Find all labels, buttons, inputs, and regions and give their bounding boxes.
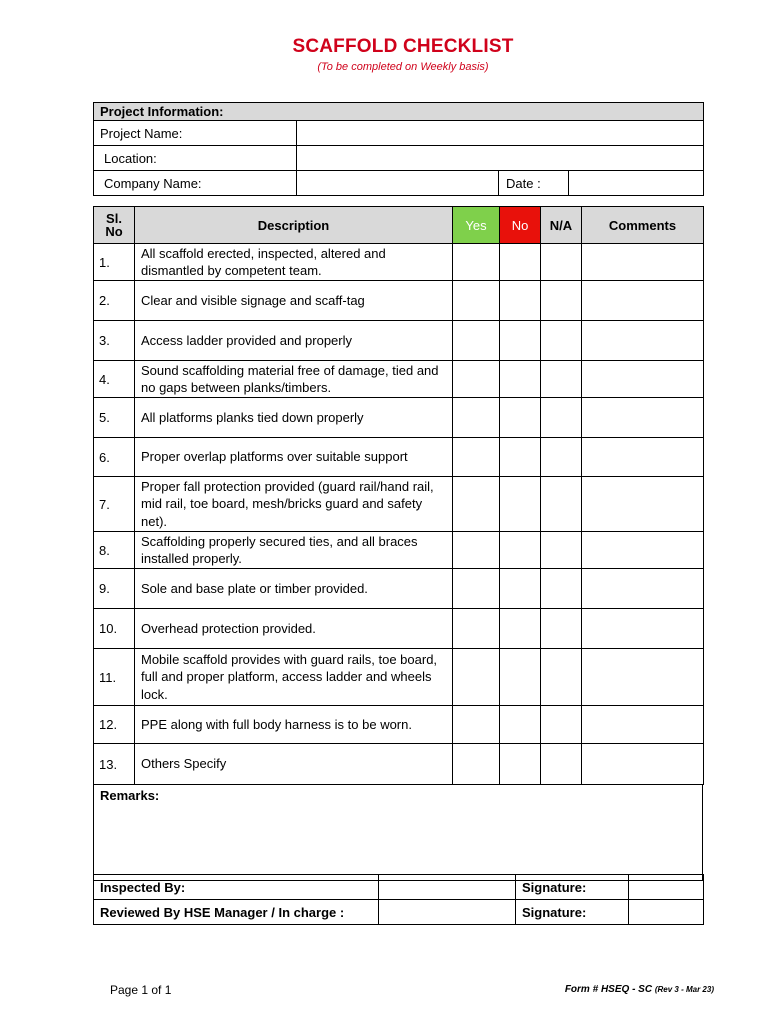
no-cell[interactable] (500, 244, 541, 281)
yes-cell[interactable] (453, 569, 500, 609)
comments-cell[interactable] (582, 281, 704, 321)
na-cell[interactable] (541, 477, 582, 532)
item-number: 12. (94, 706, 135, 744)
comments-cell[interactable] (582, 321, 704, 361)
form-revision: (Rev 3 - Mar 23) (654, 985, 714, 994)
table-row (94, 744, 704, 785)
yes-cell[interactable] (453, 744, 500, 785)
comments-cell[interactable] (582, 244, 704, 281)
item-number: 4. (94, 361, 135, 398)
comments-cell[interactable] (582, 609, 704, 649)
item-description: Overhead protection provided. (135, 609, 453, 649)
col-header-sl-line2: No (105, 224, 123, 239)
item-description: Others Specify (135, 744, 453, 785)
yes-cell[interactable] (453, 532, 500, 569)
no-cell[interactable] (500, 361, 541, 398)
item-description: Access ladder provided and properly (135, 321, 453, 361)
form-number (565, 984, 714, 995)
signature-field[interactable] (629, 875, 704, 900)
form-code: Form # HSEQ - SC (564, 984, 653, 995)
no-cell[interactable] (500, 609, 541, 649)
table-row (94, 244, 704, 281)
table-row (94, 321, 704, 361)
project-info-header: Project Information: (94, 103, 704, 121)
page-number: Page 1 of 1 (110, 983, 172, 997)
project-name-label: Project Name: (94, 121, 297, 146)
signature-label: Signature: (516, 900, 629, 925)
item-description: Clear and visible signage and scaff-tag (135, 281, 453, 321)
item-description: PPE along with full body harness is to be worn. (135, 706, 453, 744)
col-header-na: N/A (541, 207, 582, 244)
item-number: 10. (94, 609, 135, 649)
yes-cell[interactable] (453, 438, 500, 477)
item-description: Scaffolding properly secured ties, and all braces installed properly. (135, 532, 453, 569)
na-cell[interactable] (541, 744, 582, 785)
comments-cell[interactable] (582, 477, 704, 532)
table-row (94, 569, 704, 609)
col-header-sl-line1: Sl. (106, 211, 122, 226)
na-cell[interactable] (541, 706, 582, 744)
no-cell[interactable] (500, 569, 541, 609)
checklist-table (93, 206, 704, 785)
na-cell[interactable] (541, 438, 582, 477)
date-label: Date : (499, 171, 569, 196)
reviewed-by-label: Reviewed By HSE Manager / In charge : (94, 900, 379, 925)
location-field[interactable] (297, 146, 704, 171)
comments-cell[interactable] (582, 398, 704, 438)
item-description: All platforms planks tied down properly (135, 398, 453, 438)
col-header-no: No (500, 207, 541, 244)
item-description: Mobile scaffold provides with guard rails, toe board, full and proper platform, access ladder and wheels lock. (135, 649, 453, 706)
no-cell[interactable] (500, 649, 541, 706)
table-row (94, 361, 704, 398)
item-description: Proper overlap platforms over suitable support (135, 438, 453, 477)
yes-cell[interactable] (453, 321, 500, 361)
inspected-by-label: Inspected By: (94, 875, 379, 900)
table-row (94, 281, 704, 321)
page-title: SCAFFOLD CHECKLIST (292, 36, 514, 57)
project-info-table (93, 102, 704, 196)
item-number: 7. (94, 477, 135, 532)
no-cell[interactable] (500, 281, 541, 321)
na-cell[interactable] (541, 244, 582, 281)
no-cell[interactable] (500, 532, 541, 569)
item-number: 11. (94, 649, 135, 706)
no-cell[interactable] (500, 477, 541, 532)
yes-cell[interactable] (453, 477, 500, 532)
col-header-comments: Comments (582, 207, 704, 244)
yes-cell[interactable] (453, 706, 500, 744)
company-name-field[interactable] (297, 171, 499, 196)
no-cell[interactable] (500, 744, 541, 785)
item-number: 1. (94, 244, 135, 281)
yes-cell[interactable] (453, 361, 500, 398)
table-row (94, 706, 704, 744)
company-name-label: Company Name: (94, 171, 297, 196)
signoff-table (93, 874, 704, 925)
remarks-box[interactable] (94, 785, 703, 881)
table-row (94, 398, 704, 438)
yes-cell[interactable] (453, 649, 500, 706)
comments-cell[interactable] (582, 744, 704, 785)
project-name-field[interactable] (297, 121, 704, 146)
table-row (94, 477, 704, 532)
comments-cell[interactable] (582, 649, 704, 706)
na-cell[interactable] (541, 609, 582, 649)
comments-cell[interactable] (582, 532, 704, 569)
item-description: Proper fall protection provided (guard rail/hand rail, mid rail, toe board, mesh/bricks guard and safety net). (135, 477, 453, 532)
item-number: 13. (94, 744, 135, 785)
col-header-description: Description (135, 207, 453, 244)
no-cell[interactable] (500, 706, 541, 744)
na-cell[interactable] (541, 532, 582, 569)
item-number: 3. (94, 321, 135, 361)
yes-cell[interactable] (453, 609, 500, 649)
no-cell[interactable] (500, 321, 541, 361)
remarks-label: Remarks: (100, 788, 160, 803)
comments-cell[interactable] (582, 569, 704, 609)
yes-cell[interactable] (453, 398, 500, 438)
item-number: 6. (94, 438, 135, 477)
yes-cell[interactable] (453, 244, 500, 281)
reviewed-by-field[interactable] (379, 900, 516, 925)
item-number: 8. (94, 532, 135, 569)
signature-label: Signature: (516, 875, 629, 900)
page-subtitle: (To be completed on Weekly basis) (317, 61, 489, 73)
col-header-yes: Yes (453, 207, 500, 244)
date-field[interactable] (569, 171, 704, 196)
na-cell[interactable] (541, 361, 582, 398)
comments-cell[interactable] (582, 706, 704, 744)
signature-field[interactable] (629, 900, 704, 925)
na-cell[interactable] (541, 649, 582, 706)
item-number: 9. (94, 569, 135, 609)
comments-cell[interactable] (582, 361, 704, 398)
item-description: Sound scaffolding material free of damage, tied and no gaps between planks/timbers. (135, 361, 453, 398)
col-header-sl-no (94, 207, 135, 244)
na-cell[interactable] (541, 569, 582, 609)
table-row (94, 649, 704, 706)
na-cell[interactable] (541, 281, 582, 321)
item-number: 5. (94, 398, 135, 438)
na-cell[interactable] (541, 321, 582, 361)
yes-cell[interactable] (453, 281, 500, 321)
remarks-table (93, 784, 703, 881)
no-cell[interactable] (500, 398, 541, 438)
location-label: Location: (94, 146, 297, 171)
table-row (94, 438, 704, 477)
table-row (94, 609, 704, 649)
item-description: Sole and base plate or timber provided. (135, 569, 453, 609)
item-description: All scaffold erected, inspected, altered and dismantled by competent team. (135, 244, 453, 281)
comments-cell[interactable] (582, 438, 704, 477)
item-number: 2. (94, 281, 135, 321)
table-row (94, 532, 704, 569)
no-cell[interactable] (500, 438, 541, 477)
na-cell[interactable] (541, 398, 582, 438)
inspected-by-field[interactable] (379, 875, 516, 900)
